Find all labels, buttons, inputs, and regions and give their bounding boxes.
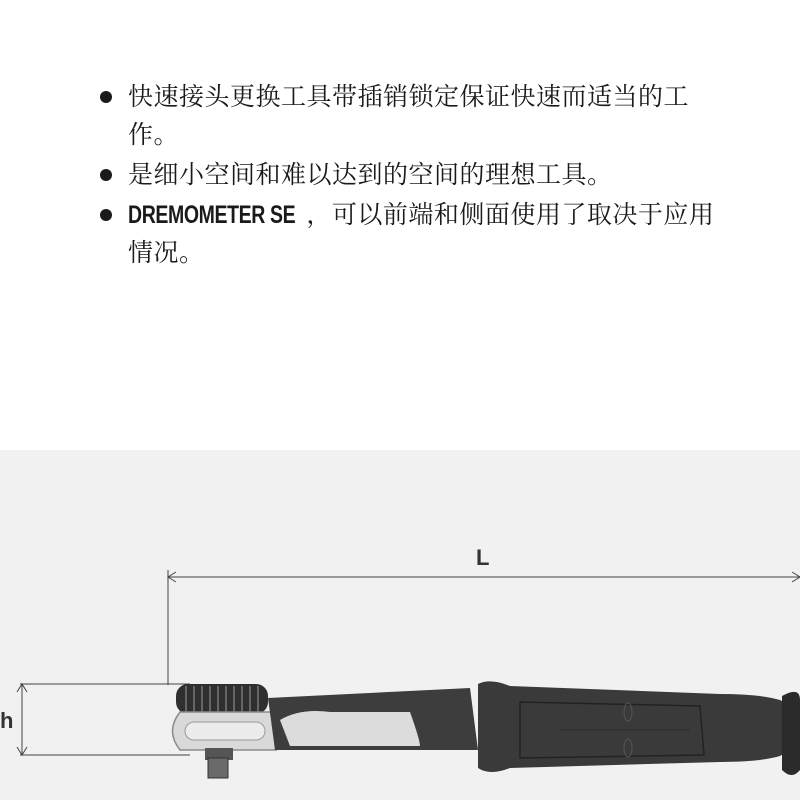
square-drive xyxy=(205,748,233,778)
list-item xyxy=(98,196,738,272)
wrench-end-cap xyxy=(782,692,800,775)
length-label: L xyxy=(476,545,490,570)
feature-list xyxy=(98,78,738,274)
bullet-text: 快速接头更换工具带插销锁定保证快速而适当的工作。 xyxy=(128,82,690,149)
brand-name: DREMOMETER SE xyxy=(128,201,296,229)
list-item xyxy=(98,78,738,154)
ratchet-knob xyxy=(176,684,268,714)
wrench-drawing xyxy=(0,450,800,800)
bullet-text: 是细小空间和难以达到的空间的理想工具。 xyxy=(128,160,613,189)
list-item xyxy=(98,156,738,194)
wrench-illustration xyxy=(0,450,800,800)
bullet-dot xyxy=(100,209,112,221)
length-dimension xyxy=(168,570,800,685)
height-dimension xyxy=(17,684,190,755)
bullet-dot xyxy=(100,169,112,181)
height-label: h xyxy=(0,708,14,733)
bullet-dot xyxy=(100,91,112,103)
bullet-text: ，可以前端和侧面使用了取决于应用情况。 xyxy=(128,200,715,267)
